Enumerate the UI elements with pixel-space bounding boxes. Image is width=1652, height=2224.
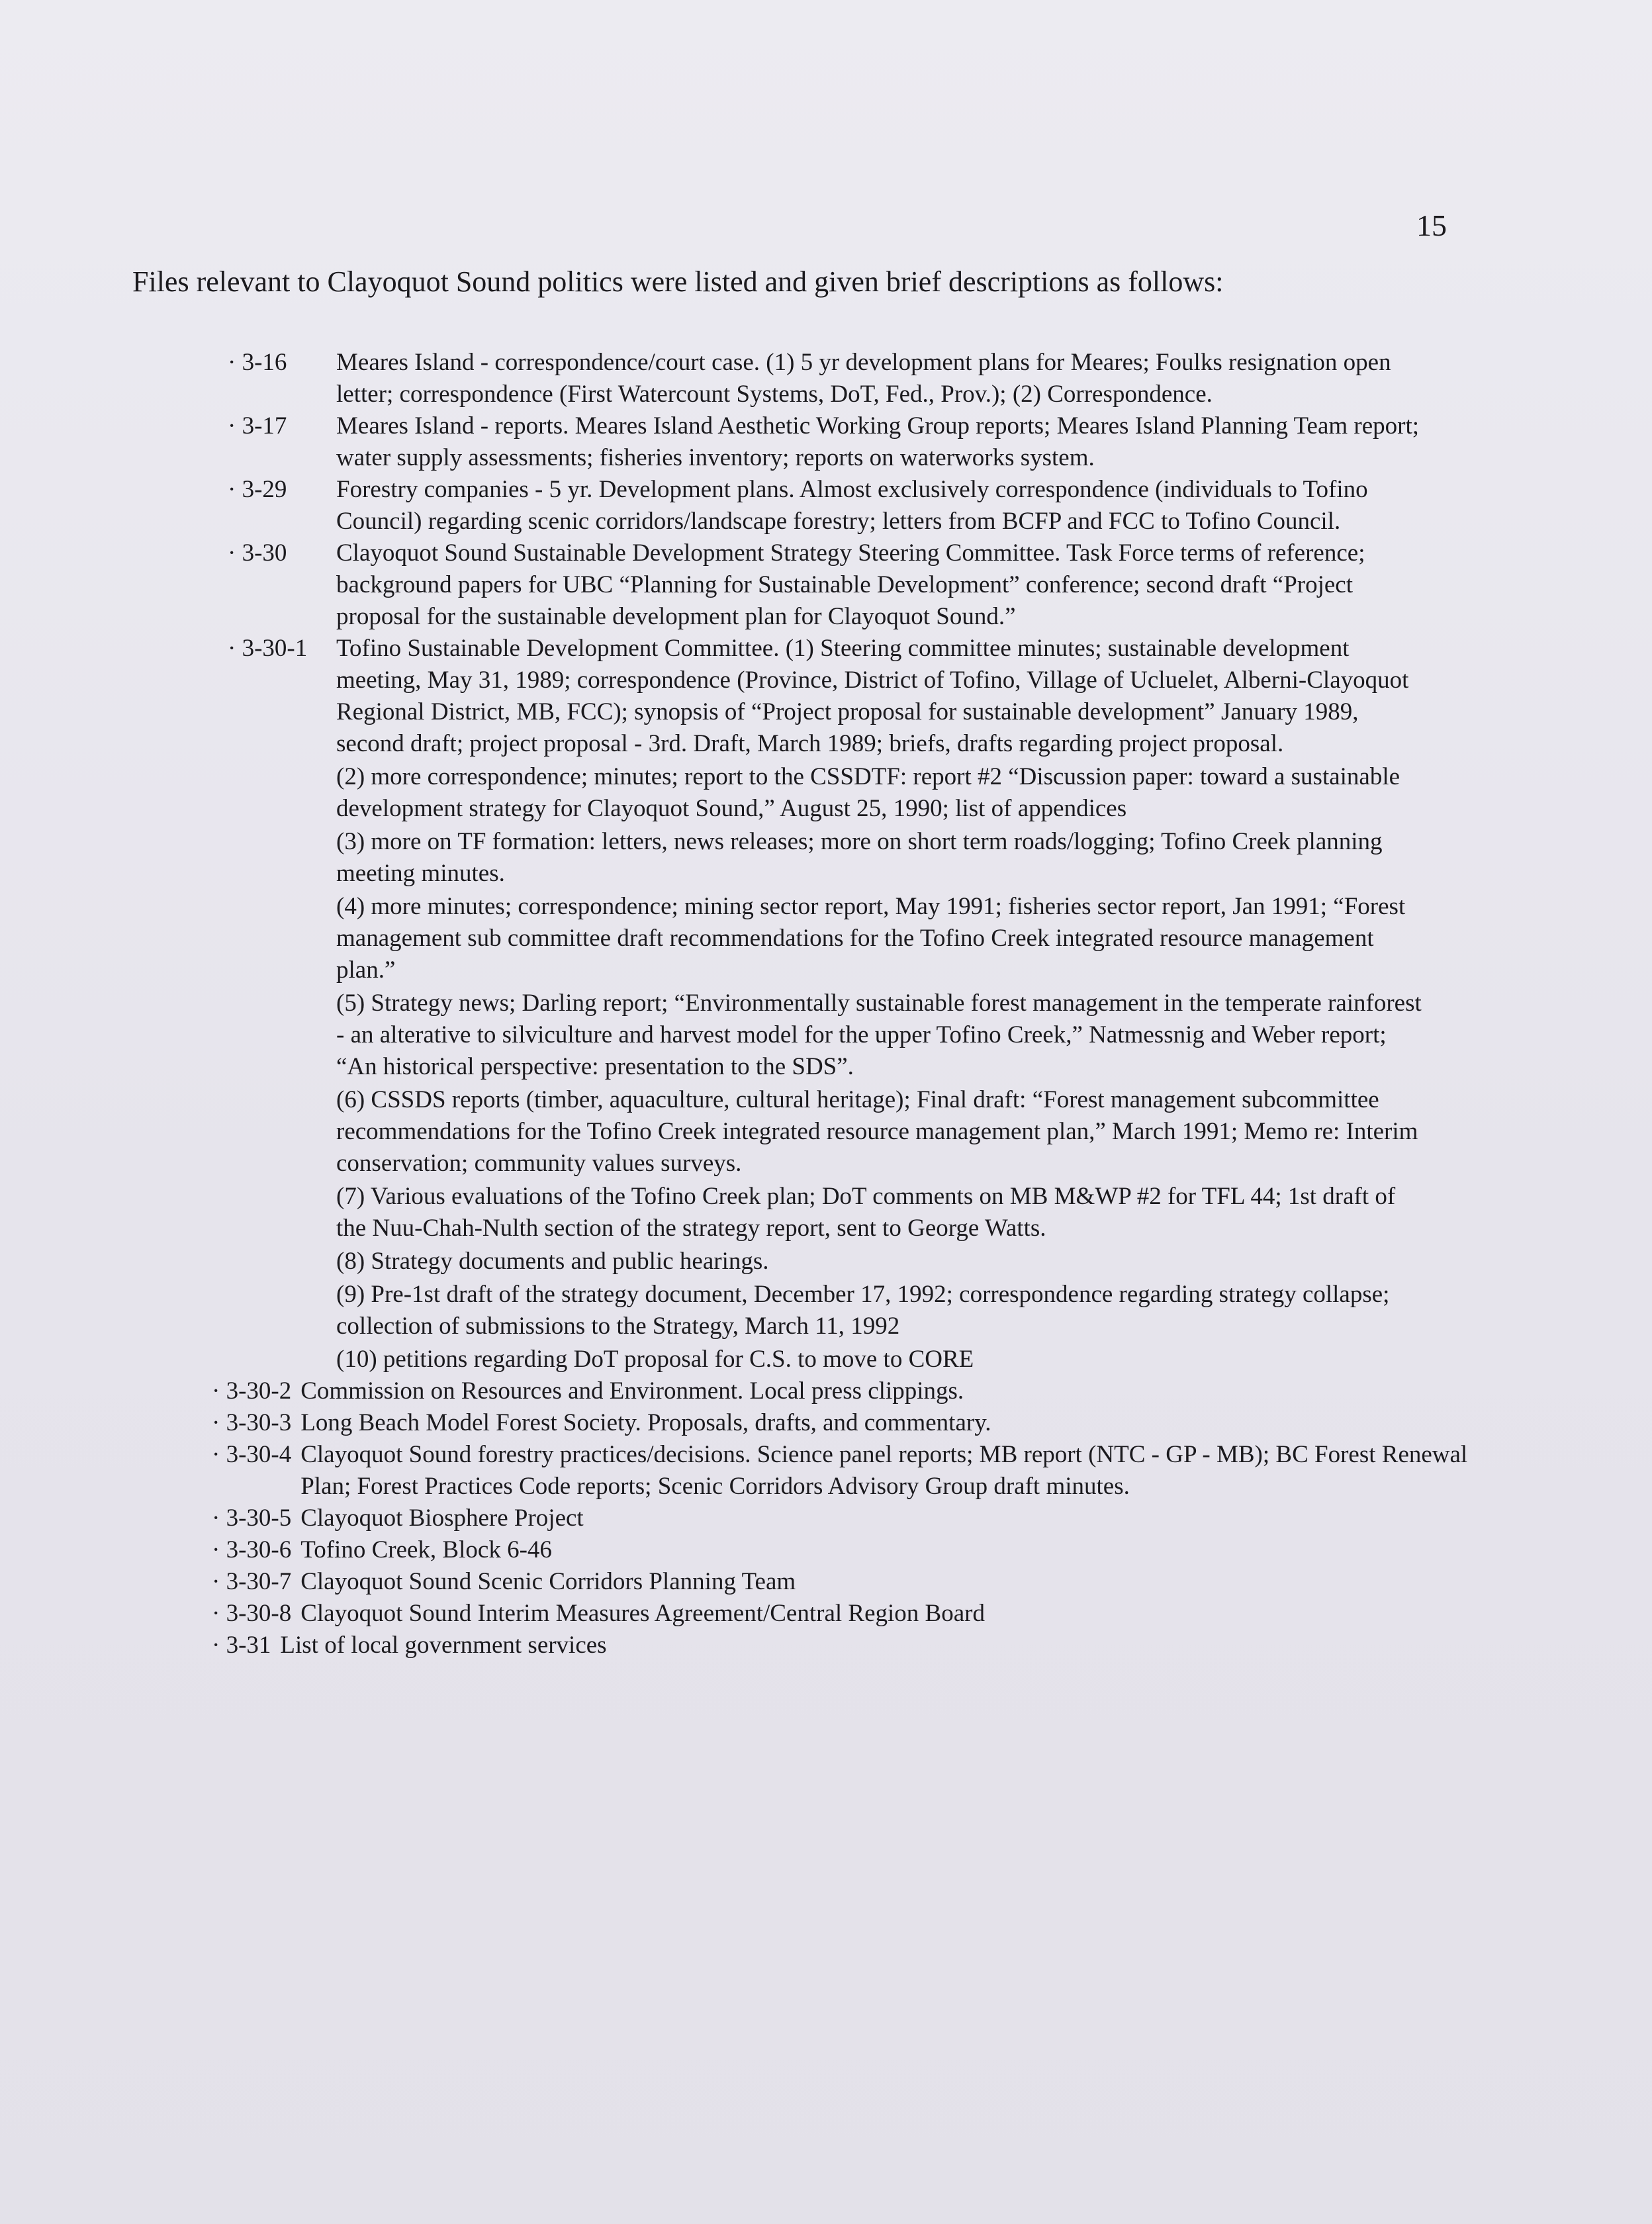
description-paragraph: (6) CSSDS reports (timber, aquaculture, cultural heritage); Final draft: “Forest management subcommittee recommendations for the Tofino Creek integrated resource management plan,” March 1991; Memo re: Interim conservation; community values surveys. (336, 1086, 1418, 1177)
description-paragraph: (7) Various evaluations of the Tofino Creek plan; DoT comments on MB M&WP #2 for TFL 44; 1st draft of the Nuu-Chah-Nulth section of the strategy report, sent to George Watts. (336, 1183, 1396, 1242)
description-paragraph: Tofino Sustainable Development Committee. (1) Steering committee minutes; sustainable development meeting, May 31, 1989; correspondence (Province, District of Tofino, Village of Ucluelet, Alberni-Clayoquot Regional District, MB, FCC); synopsis of “Project proposal for sustainable development” January 1989, second draft; project proposal - 3rd. Draft, March 1989; briefs, drafts regarding project proposal. (336, 635, 1409, 757)
file-code: · 3-30-1 (228, 635, 308, 662)
description-paragraph: Meares Island - reports. Meares Island Aesthetic Working Group reports; Meares Island Planning Team report; water supply assessments; fisheries inventory; reports on waterworks system. (336, 412, 1420, 471)
file-description: List of local government services (280, 1632, 607, 1659)
file-entry-3-30-6 (0, 1534, 1652, 1566)
file-entry-3-30-5 (0, 1503, 1652, 1534)
file-description: Tofino Creek, Block 6-46 (300, 1536, 552, 1563)
file-entry-3-30-1 (0, 633, 1652, 1375)
file-description (336, 537, 1428, 633)
file-description: Clayoquot Sound forestry practices/decisions. Science panel reports; MB report (NTC - GP - MB); BC Forest Renewal Plan; Forest Practices Code reports; Scenic Corridors Advisory Group draft minutes. (300, 1441, 1468, 1500)
file-code: · 3-30-2 (212, 1377, 292, 1405)
intro-sentence: Files relevant to Clayoquot Sound politics were listed and given brief descriptions as follows: (132, 265, 1224, 298)
file-entry-3-30 (0, 537, 1652, 633)
file-code: · 3-16 (228, 349, 287, 376)
file-code: · 3-17 (228, 412, 287, 440)
file-code: · 3-30-3 (212, 1409, 292, 1436)
description-paragraph: (9) Pre-1st draft of the strategy document, December 17, 1992; correspondence regarding strategy collapse; collection of submissions to the Strategy, March 11, 1992 (336, 1281, 1390, 1340)
description-paragraph: (10) petitions regarding DoT proposal for C.S. to move to CORE (336, 1346, 974, 1373)
description-paragraph: (4) more minutes; correspondence; mining sector report, May 1991; fisheries sector report, Jan 1991; “Forest management sub committee draft recommendations for the Tofino Creek integrated resource management plan.” (336, 893, 1406, 984)
file-entry-3-30-7 (0, 1566, 1652, 1598)
file-description: Clayoquot Biosphere Project (300, 1505, 584, 1532)
file-description: Commission on Resources and Environment. Local press clippings. (300, 1377, 964, 1405)
file-description (336, 474, 1428, 537)
file-entry-3-17 (0, 410, 1652, 474)
file-entry-3-29 (0, 474, 1652, 537)
description-paragraph: (5) Strategy news; Darling report; “Environmentally sustainable forest management in the temperate rainforest - an alterative to silviculture and harvest model for the upper Tofino Creek,” Natmessnig and Weber report; “An historical perspective: presentation to the SDS”. (336, 990, 1422, 1080)
description-paragraph: Clayoquot Sound Sustainable Development Strategy Steering Committee. Task Force terms of reference; background papers for UBC “Planning for Sustainable Development” conference; second draft “Project proposal for the sustainable development plan for Clayoquot Sound.” (336, 539, 1365, 630)
file-code: · 3-30 (228, 539, 287, 567)
file-code: · 3-30-5 (212, 1505, 292, 1532)
file-entry-3-30-8 (0, 1598, 1652, 1630)
file-code: · 3-30-4 (212, 1441, 292, 1468)
description-paragraph: Meares Island - correspondence/court case. (1) 5 yr development plans for Meares; Foulks resignation open letter; correspondence (First Watercount Systems, DoT, Fed., Prov.); (2) Correspondence. (336, 349, 1391, 408)
page-number: 15 (1416, 208, 1447, 242)
file-entry-3-30-2 (0, 1375, 1652, 1407)
description-paragraph: (3) more on TF formation: letters, news releases; more on short term roads/logging; Tofino Creek planning meeting minutes. (336, 828, 1383, 887)
description-paragraph: Forestry companies - 5 yr. Development plans. Almost exclusively correspondence (individuals to Tofino Council) regarding scenic corridors/landscape forestry; letters from BCFP and FCC to Tofino Council. (336, 476, 1368, 535)
file-description (336, 633, 1428, 1375)
file-description: Long Beach Model Forest Society. Proposals, drafts, and commentary. (300, 1409, 991, 1436)
file-entry-3-31 (0, 1630, 1652, 1661)
description-paragraph: (8) Strategy documents and public hearings. (336, 1248, 769, 1275)
file-entry-3-30-3 (0, 1407, 1652, 1439)
file-code: · 3-31 (212, 1632, 271, 1659)
file-description: Clayoquot Sound Interim Measures Agreement/Central Region Board (300, 1600, 985, 1627)
file-code: · 3-30-8 (212, 1600, 292, 1627)
file-list (0, 347, 1652, 1661)
description-paragraph: (2) more correspondence; minutes; report to the CSSDTF: report #2 “Discussion paper: toward a sustainable development strategy for Clayoquot Sound,” August 25, 1990; list of appendices (336, 763, 1400, 822)
file-code: · 3-29 (228, 476, 287, 503)
file-entry-3-30-4 (0, 1439, 1652, 1503)
file-entry-3-16 (0, 347, 1652, 410)
file-description: Clayoquot Sound Scenic Corridors Planning Team (300, 1568, 796, 1595)
file-code: · 3-30-7 (212, 1568, 292, 1595)
file-description (336, 347, 1428, 410)
file-description (336, 410, 1428, 474)
file-code: · 3-30-6 (212, 1536, 292, 1563)
